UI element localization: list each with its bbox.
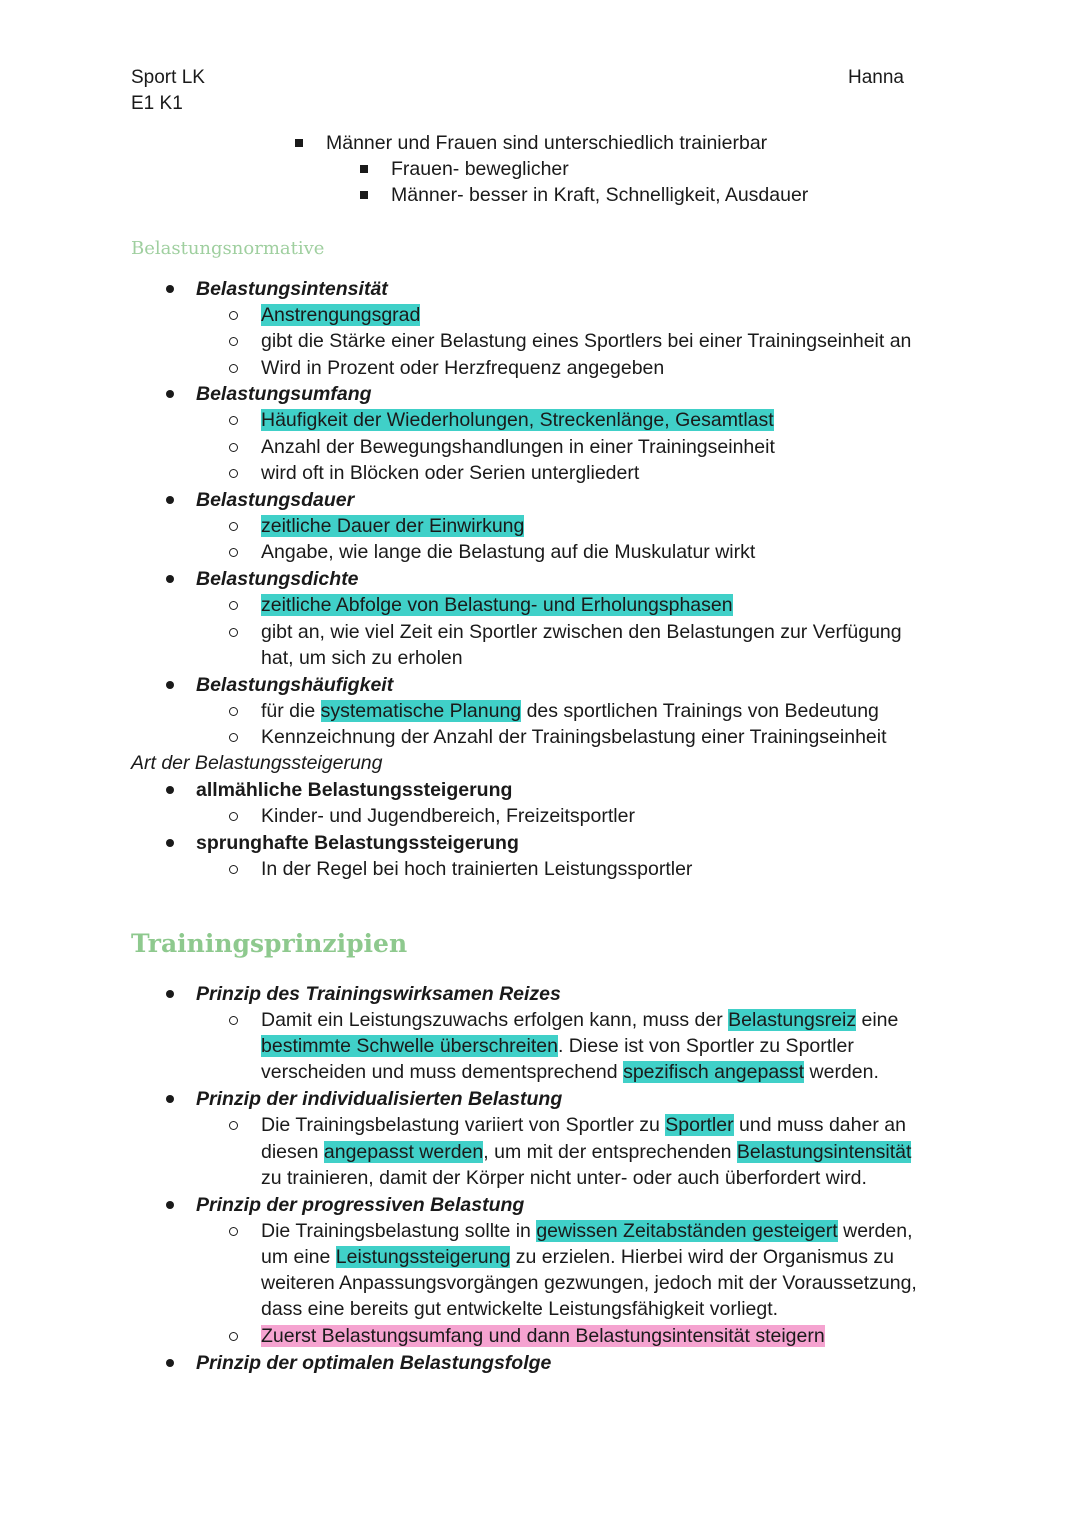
unit-label: E1 K1 <box>131 93 183 114</box>
paragraph-line: dass eine bereits gut entwickelte Leistungsfähigkeit vorliegt. <box>261 1298 779 1320</box>
paragraph-line: zu trainieren, damit der Körper nicht unter- oder auch überfordert wird. <box>261 1167 867 1189</box>
term-heading: Belastungsdauer <box>196 489 355 511</box>
circle-bullet-icon <box>229 628 238 637</box>
list-item: Kinder- und Jugendbereich, Freizeitsportler <box>261 805 635 827</box>
list-item: für die systematische Planung des sportlichen Trainings von Bedeutung <box>261 700 879 722</box>
bullet-icon <box>166 1359 174 1367</box>
list-item: Zuerst Belastungsumfang und dann Belastungsintensität steigern <box>261 1325 825 1347</box>
square-bullet-icon <box>360 191 368 199</box>
principle-heading: Prinzip der progressiven Belastung <box>196 1194 525 1216</box>
list-item: zeitliche Abfolge von Belastung- und Erholungsphasen <box>261 594 733 616</box>
paragraph-line: Damit ein Leistungszuwachs erfolgen kann, muss der Belastungsreiz eine <box>261 1009 899 1031</box>
circle-bullet-icon <box>229 1121 238 1130</box>
paragraph-line: Die Trainingsbelastung variiert von Sportler zu Sportler und muss daher an <box>261 1114 906 1136</box>
term-heading: Belastungsdichte <box>196 568 359 590</box>
circle-bullet-icon <box>229 416 238 425</box>
circle-bullet-icon <box>229 311 238 320</box>
principle-heading: Prinzip der individualisierten Belastung <box>196 1088 563 1110</box>
bullet-icon <box>166 1201 174 1209</box>
square-bullet-icon <box>295 139 303 147</box>
circle-bullet-icon <box>229 522 238 531</box>
paragraph-line: Die Trainingsbelastung sollte in gewissen Zeitabständen gesteigert werden, <box>261 1220 913 1242</box>
bullet-icon <box>166 990 174 998</box>
circle-bullet-icon <box>229 469 238 478</box>
list-item: gibt die Stärke einer Belastung eines Sportlers bei einer Trainingseinheit an <box>261 330 912 352</box>
square-bullet-icon <box>360 165 368 173</box>
circle-bullet-icon <box>229 337 238 346</box>
bullet-icon <box>166 681 174 689</box>
circle-bullet-icon <box>229 443 238 452</box>
intro-line: Männer und Frauen sind unterschiedlich trainierbar <box>326 132 768 154</box>
circle-bullet-icon <box>229 865 238 874</box>
intro-sub-line: Frauen- beweglicher <box>391 158 569 180</box>
circle-bullet-icon <box>229 1332 238 1341</box>
list-item: Anstrengungsgrad <box>261 304 421 326</box>
list-item: Häufigkeit der Wiederholungen, Streckenlänge, Gesamtlast <box>261 409 774 431</box>
bullet-icon <box>166 786 174 794</box>
list-item: Kennzeichnung der Anzahl der Trainingsbelastung einer Trainingseinheit <box>261 726 887 748</box>
principle-heading: Prinzip des Trainingswirksamen Reizes <box>196 983 561 1005</box>
list-item: Angabe, wie lange die Belastung auf die Muskulatur wirkt <box>261 541 756 563</box>
list-item-continuation: hat, um sich zu erholen <box>261 647 463 669</box>
list-item: Anzahl der Bewegungshandlungen in einer Trainingseinheit <box>261 436 775 458</box>
bullet-icon <box>166 575 174 583</box>
circle-bullet-icon <box>229 812 238 821</box>
bullet-icon <box>166 390 174 398</box>
course-label: Sport LK <box>131 67 205 88</box>
circle-bullet-icon <box>229 601 238 610</box>
term-heading: allmähliche Belastungssteigerung <box>196 779 513 801</box>
term-heading: sprunghafte Belastungssteigerung <box>196 832 519 854</box>
term-heading: Belastungsumfang <box>196 383 372 405</box>
paragraph-line: weiteren Anpassungsvorgängen gezwungen, jedoch mit der Voraussetzung, <box>261 1272 917 1294</box>
circle-bullet-icon <box>229 364 238 373</box>
list-item: wird oft in Blöcken oder Serien untergliedert <box>261 462 640 484</box>
paragraph-line: um eine Leistungssteigerung zu erzielen. Hierbei wird der Organismus zu <box>261 1246 894 1268</box>
section-heading: Trainingsprinzipien <box>131 929 408 958</box>
section-heading: Belastungsnormative <box>131 238 325 259</box>
bullet-icon <box>166 285 174 293</box>
circle-bullet-icon <box>229 707 238 716</box>
term-heading: Belastungshäufigkeit <box>196 674 394 696</box>
principle-heading: Prinzip der optimalen Belastungsfolge <box>196 1352 552 1374</box>
paragraph-line: diesen angepasst werden, um mit der entsprechenden Belastungsintensität <box>261 1141 912 1163</box>
circle-bullet-icon <box>229 733 238 742</box>
bullet-icon <box>166 839 174 847</box>
bullet-icon <box>166 496 174 504</box>
list-item: In der Regel bei hoch trainierten Leistungssportler <box>261 858 693 880</box>
circle-bullet-icon <box>229 1016 238 1025</box>
circle-bullet-icon <box>229 1227 238 1236</box>
intro-sub-line: Männer- besser in Kraft, Schnelligkeit, Ausdauer <box>391 184 809 206</box>
list-item: Wird in Prozent oder Herzfrequenz angegeben <box>261 357 665 379</box>
subsection-heading: Art der Belastungssteigerung <box>131 752 383 774</box>
author-label: Hanna <box>848 67 904 88</box>
list-item: zeitliche Dauer der Einwirkung <box>261 515 525 537</box>
term-heading: Belastungsintensität <box>196 278 388 300</box>
list-item: gibt an, wie viel Zeit ein Sportler zwischen den Belastungen zur Verfügung <box>261 621 902 643</box>
paragraph-line: verscheiden und muss dementsprechend spezifisch angepasst werden. <box>261 1061 879 1083</box>
paragraph-line: bestimmte Schwelle überschreiten. Diese ist von Sportler zu Sportler <box>261 1035 854 1057</box>
circle-bullet-icon <box>229 548 238 557</box>
bullet-icon <box>166 1095 174 1103</box>
